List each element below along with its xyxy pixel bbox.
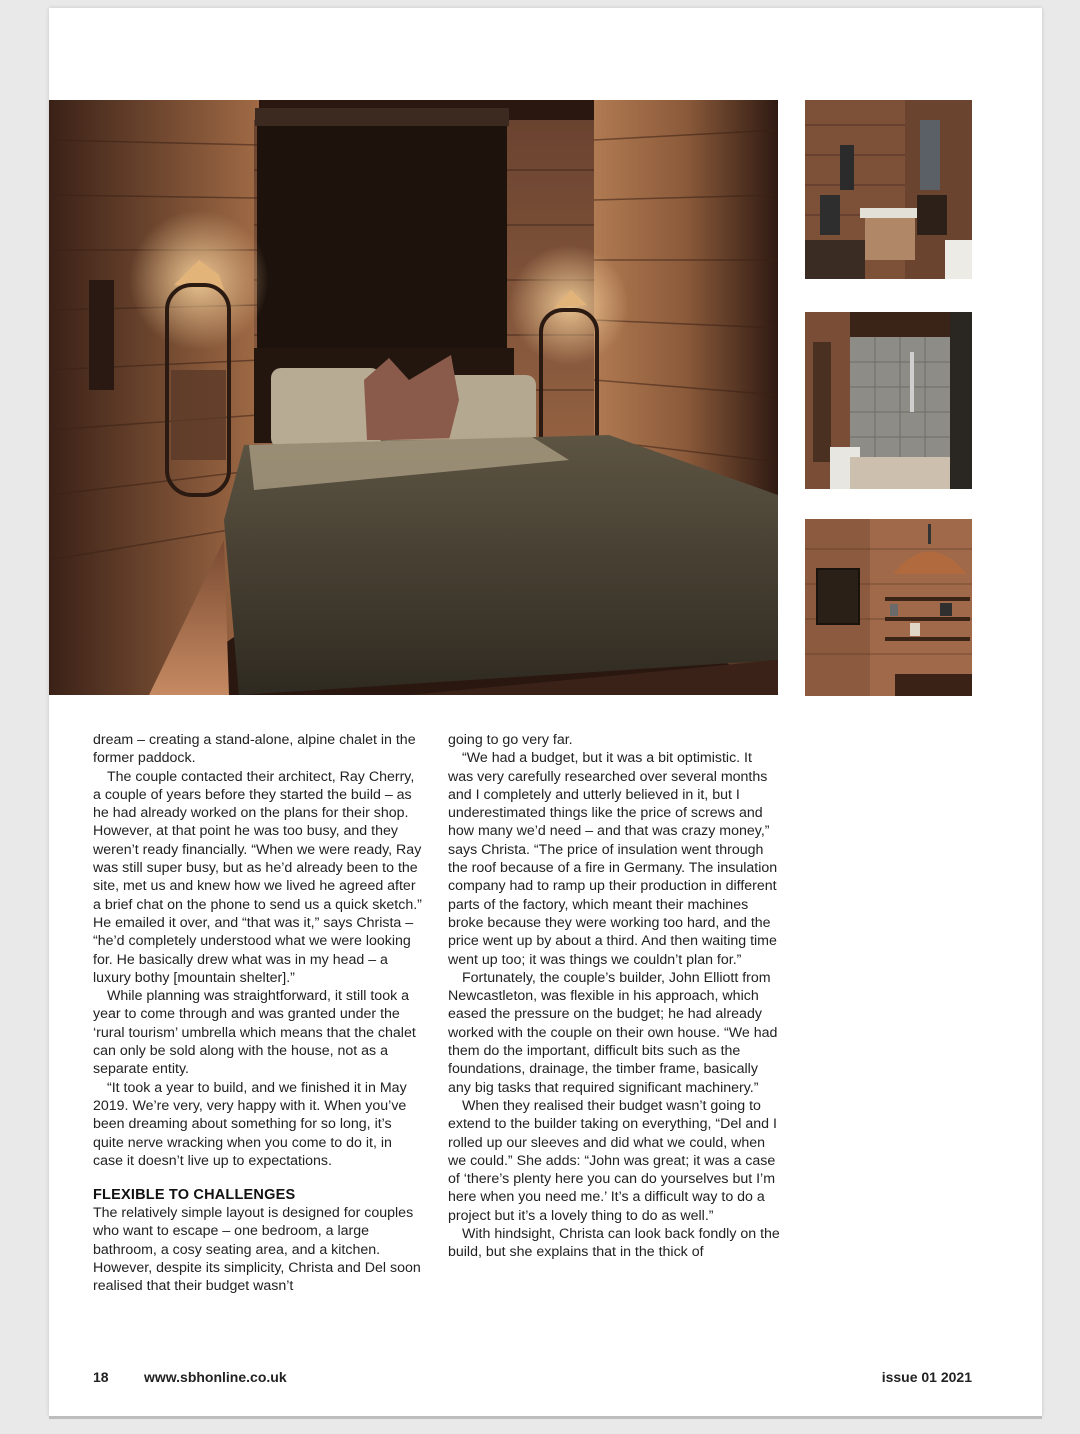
- paragraph: dream – creating a stand-alone, alpine chalet in the former paddock.: [93, 732, 416, 767]
- website-link[interactable]: www.sbhonline.co.uk: [144, 1369, 287, 1385]
- section-heading: FLEXIBLE TO CHALLENGES: [93, 1187, 296, 1204]
- shower-photo: [805, 312, 972, 489]
- paragraph: The couple contacted their architect, Ray Cherry, a couple of years before they started the build – as he had already worked on the plans for their shop. However, at that point he was too busy, and they weren’t ready financially. “When we were ready, Ray was still super busy, but as he’d already been to the site, met us and knew how we lived he agreed after a brief chat on the phone to send us a quick sketch.” He emailed it over, and “that was it,” says Christa – “he’d completely understood what we were looking for. He basically drew what was in my head – a luxury bothy [mountain shelter].”: [93, 768, 422, 986]
- page-number: 18: [93, 1369, 109, 1385]
- page-shadow-rule: [49, 1416, 1042, 1419]
- page-footer: [49, 1369, 1042, 1389]
- issue-label: issue 01 2021: [881, 1369, 972, 1385]
- article-column-left: [93, 731, 425, 1296]
- bathroom-photo: [805, 100, 972, 279]
- bedroom-photo: [49, 100, 778, 695]
- paragraph: The relatively simple layout is designed for couples who want to escape – one bedroom, a large bathroom, a cosy seating area, and a kitchen. However, despite its simplicity, Christa and Del soon realised that their budget wasn’t: [93, 1205, 421, 1295]
- paragraph: While planning was straightforward, it still took a year to come through and was granted under the ‘rural tourism’ umbrella which means that the chalet can only be sold along with the house, not as a separate entity.: [93, 988, 416, 1078]
- paragraph: When they realised their budget wasn’t going to extend to the builder taking on everything, “Del and I rolled up our sleeves and did what we could, when we could.” She adds: “John was great; it was a case of ‘there’s plenty here you can do yourselves but I’m here when you need me.’ It’s a difficult way to do a project but it’s a lovely thing to do as well.”: [448, 1097, 777, 1224]
- magazine-page: [49, 8, 1042, 1416]
- article-column-right: [448, 731, 780, 1262]
- paragraph: With hindsight, Christa can look back fondly on the build, but she explains that in the thick of: [448, 1226, 780, 1261]
- paragraph: Fortunately, the couple’s builder, John Elliott from Newcastleton, was flexible in his approach, which eased the pressure on the budget; he had already worked with the couple on their own house. “We had them do the important, difficult bits such as the foundations, drainage, the timber frame, basically any big tasks that required significant machinery.”: [448, 969, 778, 1096]
- paragraph: going to go very far.: [448, 732, 573, 748]
- paragraph: “It took a year to build, and we finished it in May 2019. We’re very, very happy with it. When you’ve been dreaming about something for so long, it’s quite nerve wracking when you come to do it, in case it doesn’t live up to expectations.: [93, 1079, 407, 1169]
- shelves-photo: [805, 519, 972, 696]
- bedroom-illustration: [49, 100, 778, 695]
- paragraph: “We had a budget, but it was a bit optimistic. It was very carefully researched over several months and I completely and utterly believed in it, but I underestimated things like the price of screws and how many we’d need – and that was crazy money,” says Christa. “The price of insulation went through the roof because of a fire in Germany. The insulation company had to ramp up their production in different parts of the factory, which meant their machines broke because they were working too hard, and the price went up by about a third. And then waiting time went up too; it was things we couldn’t plan for.”: [448, 750, 778, 968]
